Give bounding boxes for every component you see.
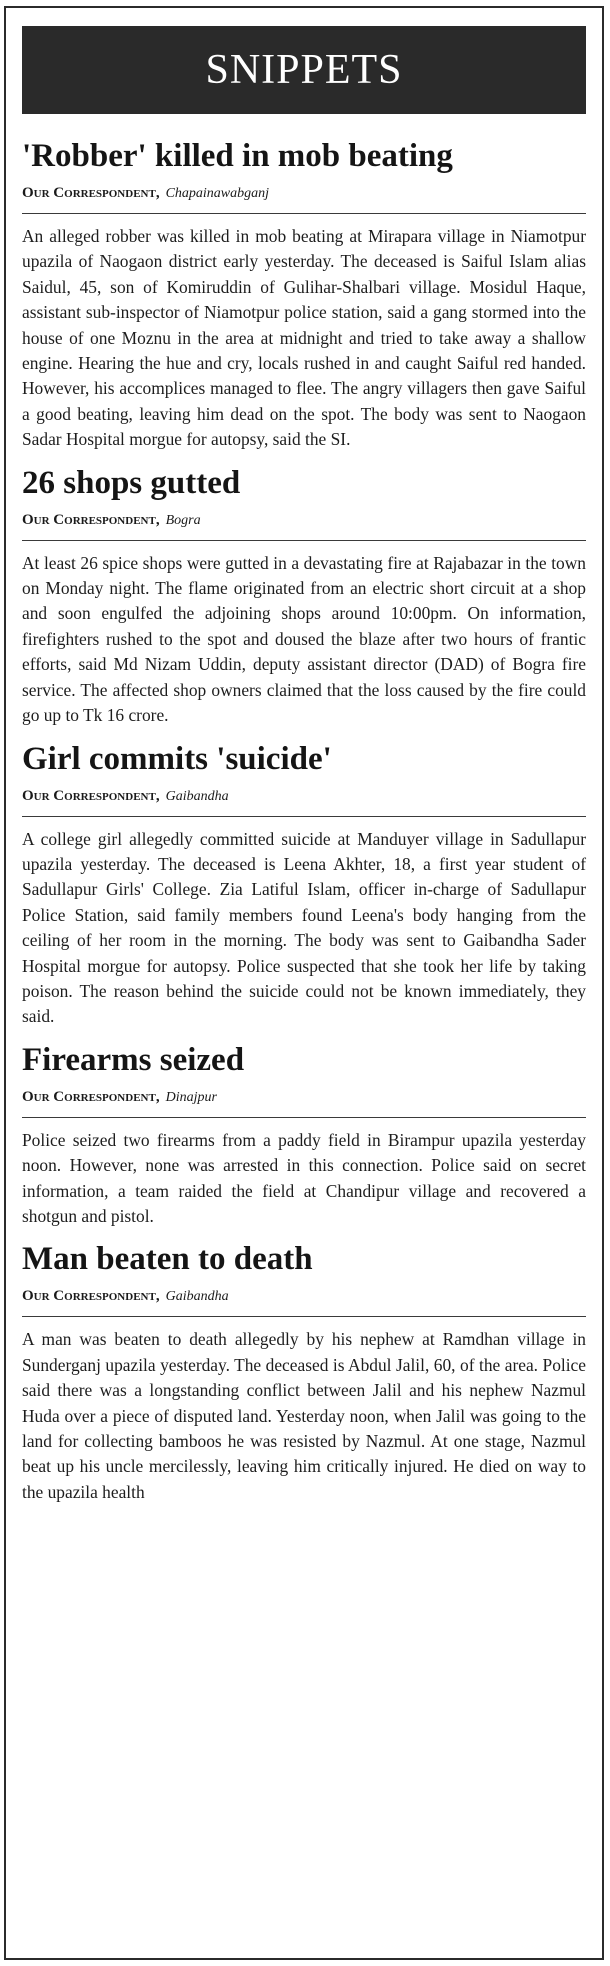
byline-author: Our Correspondent, [22,511,160,528]
article-suicide [22,739,586,1030]
section-banner [22,26,586,114]
article-body: A college girl allegedly committed suicide at Manduyer village in Sadullapur upazila yesterday. The deceased is Leena Akhter, 18, a first year student of Sadullapur Girls' College. Zia Latiful Islam, officer in-charge of Sadullapur Police Station, said family members found Leena's body hanging from the ceiling of her room in the morning. The body was sent to Gaibandha Sader Hospital morgue for autopsy. Police suspected that she took her life by taking poison. The reason behind the suicide could not be known immediately, they said. [22,828,586,1027]
article-robber [22,136,586,453]
article-body: At least 26 spice shops were gutted in a devastating fire at Rajabazar in the town on Monday night. The flame originated from an electric short circuit at a shop and soon engulfed the adjoining shops around 10:00pm. On information, firefighters rushed to the spot and doused the blaze after two hours of frantic efforts, said Md Nizam Uddin, deputy assistant director (DAD) of Bogra fire service. The affected shop owners claimed that the loss caused by the fire could go up to Tk 16 crore. [22,552,586,726]
article-headline: Firearms seized [22,1041,245,1078]
article-byline [22,509,586,541]
article-byline [22,1086,586,1118]
article-shops [22,463,586,729]
article-byline [22,1285,586,1317]
byline-author: Our Correspondent, [22,787,160,804]
article-byline [22,182,586,214]
article-headline: Man beaten to death [22,1241,313,1278]
article-headline: 'Robber' killed in mob beating [22,138,453,174]
byline-place: Gaibandha [165,1289,229,1305]
article-body: A man was beaten to death allegedly by his nephew at Ramdhan village in Sunderganj upazila yesterday. The deceased is Abdul Jalil, 60, of the area. Police said there was a longstanding conflict between Jalil and his nephew Nazmul Huda over a piece of disputed land. Yesterday noon, when Jalil was going to the land for collecting bamboos he was resisted by Nazmul. At one stage, Nazmul beat up his uncle mercilessly, leaving him critically injured. He died on way to the upazila health [22,1329,586,1502]
byline-author: Our Correspondent, [22,1288,160,1305]
article-headline: Girl commits 'suicide' [22,740,332,777]
byline-place: Bogra [165,512,201,528]
article-body: Police seized two firearms from a paddy field in Birampur upazila yesterday noon. However, none was arrested in this connection. Police said on secret information, a team raided the field at Chandipur village and recovered a shotgun and pistol. [22,1129,586,1226]
article-byline [22,785,586,817]
byline-author: Our Correspondent, [22,1088,160,1105]
byline-place: Dinajpur [165,1089,217,1105]
article-beaten [22,1239,586,1505]
byline-place: Chapainawabganj [165,186,270,201]
section-title: SNIPPETS [205,47,403,93]
article-headline: 26 shops gutted [22,464,241,501]
byline-place: Gaibandha [165,788,229,804]
news-page [4,6,604,1960]
article-body: An alleged robber was killed in mob beating at Mirapara village in Niamotpur upazila of Naogaon district early yesterday. The deceased is Saiful Islam alias Saidul, 45, son of Komiruddin of Gulihar-Shalbari village. Mosidul Haque, assistant sub-inspector of Niamotpur police station, said a gang stormed into the house of one Moznu in the area at midnight and tried to take away a shallow engine. Hearing the hue and cry, locals rushed in and caught Saiful red handed. However, his accomplices managed to flee. The angry villagers then gave Saiful a good beating, leaving him dead on the spot. The body was sent to Naogaon Sadar Hospital morgue for autopsy, said the SI. [22,226,586,450]
byline-author: Our Correspondent, [22,185,160,201]
article-firearms [22,1040,586,1230]
